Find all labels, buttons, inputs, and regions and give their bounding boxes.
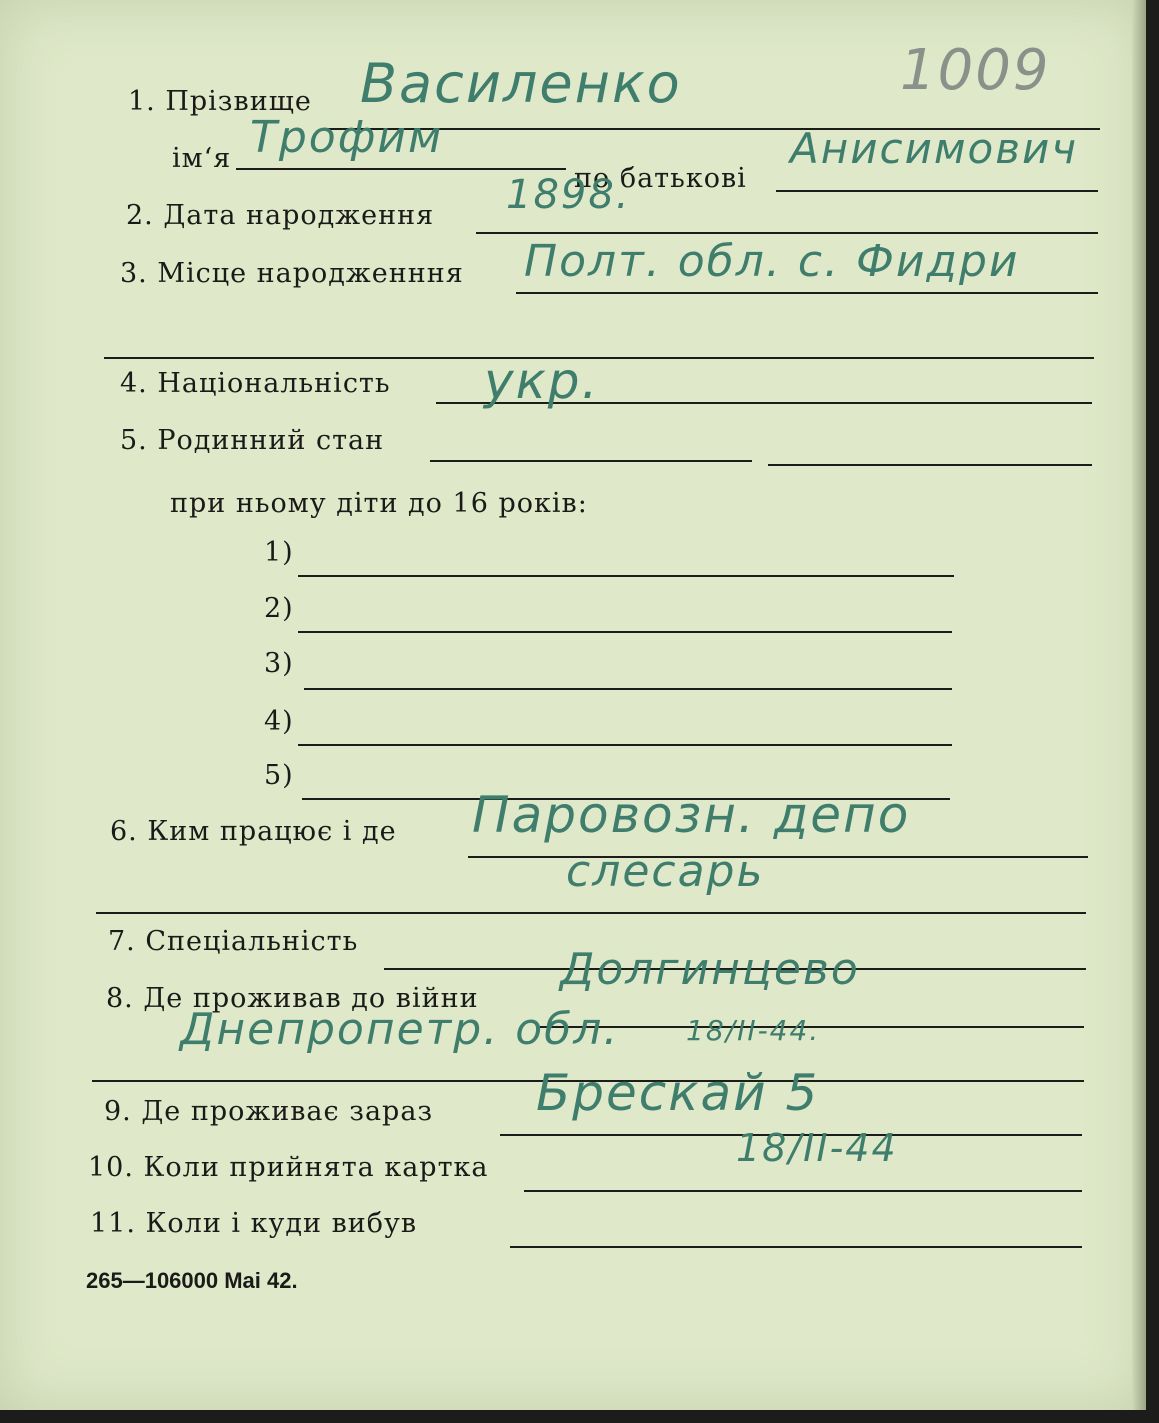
- handwritten-date-1: 18/II-44.: [686, 1014, 821, 1047]
- label-card-accepted: 10. Коли прийнята картка: [88, 1152, 489, 1183]
- rule-child-4: [298, 744, 952, 746]
- rule-patronymic: [776, 190, 1098, 192]
- rule-child-3: [304, 688, 952, 690]
- rule-birth-date: [476, 232, 1098, 234]
- label-child-2: 2): [264, 593, 294, 624]
- label-children: при ньому діти до 16 років:: [170, 488, 588, 519]
- rule-child-1: [298, 575, 954, 577]
- rule-marital-b: [768, 464, 1092, 466]
- rule-name: [236, 168, 566, 170]
- label-specialty: 7. Спеціальність: [108, 926, 359, 957]
- label-child-4: 4): [264, 706, 294, 737]
- handwritten-prewar-town: Долгинцево: [560, 944, 860, 995]
- label-prewar-residence: 8. Де проживав до війни: [106, 983, 479, 1014]
- label-name: ім‘я: [172, 143, 232, 174]
- label-departed: 11. Коли і куди вибув: [90, 1208, 418, 1239]
- handwritten-work-job: слесарь: [566, 846, 765, 897]
- rule-birth-place: [516, 292, 1098, 294]
- rule-marital-a: [430, 460, 752, 462]
- handwritten-current-address: Брескай 5: [536, 1064, 820, 1122]
- label-nationality: 4. Національність: [120, 368, 391, 399]
- rule-work: [468, 856, 1088, 858]
- handwritten-birth-year: 1898.: [506, 172, 631, 218]
- handwritten-birth-place: Полт. обл. с. Фидри: [524, 236, 1020, 287]
- rule-work-2: [96, 912, 1086, 914]
- label-child-3: 3): [264, 648, 294, 679]
- handwritten-name: Трофим: [250, 112, 444, 163]
- label-birth-date: 2. Дата народження: [126, 200, 435, 231]
- handwritten-nationality: укр.: [484, 352, 600, 410]
- label-work: 6. Ким працює і де: [110, 816, 397, 847]
- label-child-1: 1): [264, 537, 294, 568]
- handwritten-surname: Василенко: [360, 52, 682, 115]
- handwritten-card-number: 1009: [900, 38, 1051, 103]
- label-patronymic: по батькові: [574, 163, 747, 194]
- handwritten-date-2: 18/II-44: [736, 1126, 898, 1170]
- label-birth-place: 3. Місце народженння: [120, 258, 464, 289]
- label-child-5: 5): [264, 760, 294, 791]
- handwritten-work-place: Паровозн. депо: [472, 786, 911, 844]
- rule-departed: [510, 1246, 1082, 1248]
- label-marital-status: 5. Родинний стан: [120, 425, 385, 456]
- label-surname: 1. Прізвище: [128, 86, 312, 117]
- rule-child-2: [298, 631, 952, 633]
- handwritten-patronymic: Анисимович: [790, 124, 1079, 173]
- rule-accepted: [524, 1190, 1082, 1192]
- print-run-footer: 265—106000 Mai 42.: [86, 1268, 298, 1293]
- handwritten-prewar-region: Днепропетр. обл.: [180, 1004, 620, 1055]
- label-current-residence: 9. Де проживає зараз: [104, 1096, 434, 1127]
